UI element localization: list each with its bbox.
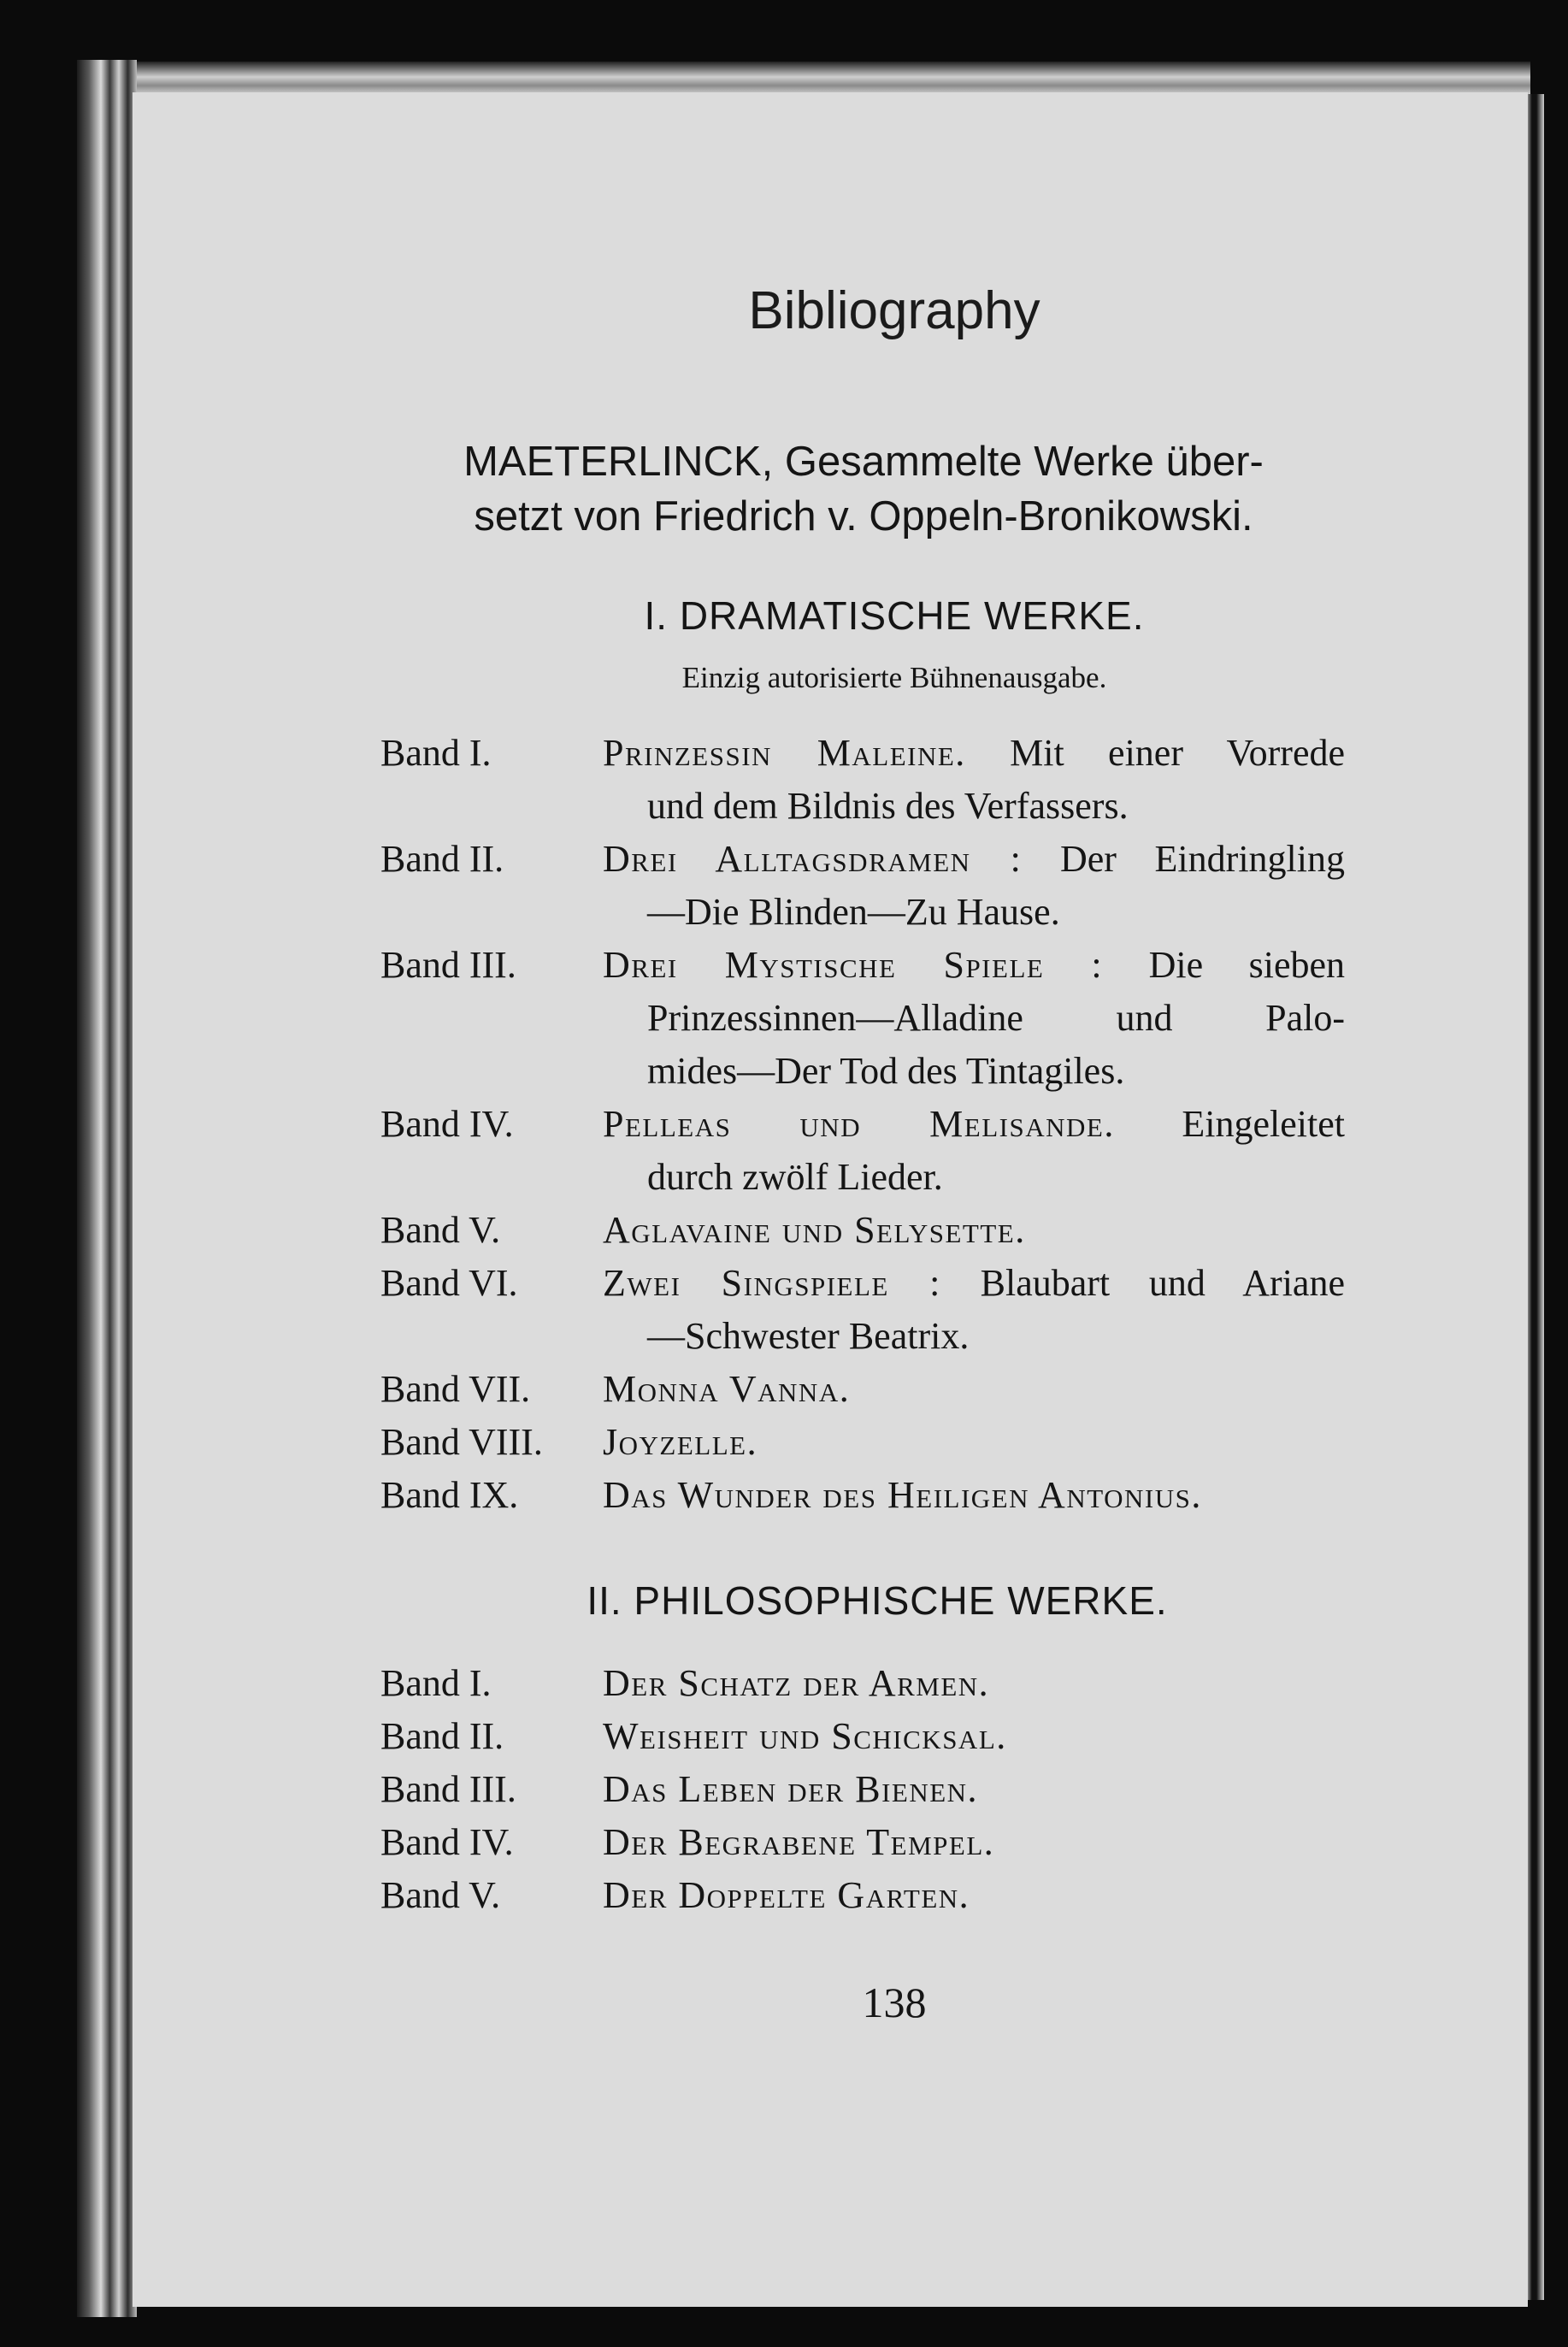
work-description: [603, 727, 1345, 833]
work-title: Der Begrabene Tempel.: [603, 1821, 995, 1863]
work-title: Joyzelle.: [603, 1421, 758, 1463]
work-description: [603, 1657, 1345, 1710]
work-description: [603, 1416, 1345, 1469]
book-right-edge: [1525, 94, 1544, 2300]
band-number: Band IV.: [380, 1103, 514, 1145]
work-title: Pelleas und Melisande.: [603, 1103, 1115, 1145]
work-description: [603, 939, 1345, 1098]
work-continuation-line: Prinzessinnen—Alladine und Palo-: [647, 997, 1345, 1039]
work-note: Der Eindringling: [1022, 838, 1345, 880]
band-number: Band III.: [380, 1768, 516, 1810]
work-title: Aglavaine und Selysette.: [603, 1209, 1026, 1251]
work-title: Das Leben der Bienen.: [603, 1768, 979, 1810]
band-number: Band II.: [380, 838, 504, 880]
intro-paragraph: [380, 434, 1347, 544]
band-number: Band III.: [380, 944, 516, 986]
work-note: Blaubart und Ariane: [940, 1262, 1345, 1304]
page-number: 138: [862, 1978, 927, 2026]
work-continuation-line: mides—Der Tod des Tintagiles.: [647, 1050, 1125, 1092]
work-description: [603, 1763, 1345, 1816]
work-title: Zwei Singspiele :: [603, 1262, 941, 1304]
band-number: Band VIII.: [380, 1421, 543, 1463]
band-number: Band IV.: [380, 1821, 514, 1863]
band-number: Band V.: [380, 1874, 501, 1916]
work-title: Der Schatz der Armen.: [603, 1662, 990, 1704]
band-number: Band VI.: [380, 1262, 518, 1304]
work-description: [603, 833, 1345, 939]
work-continuation-line: —Schwester Beatrix.: [647, 1315, 970, 1357]
section-heading-dramatic: I. DRAMATISCHE WERKE.: [644, 593, 1145, 638]
book-top-edge: [128, 62, 1530, 96]
band-number: Band VII.: [380, 1368, 531, 1410]
work-description: [603, 1469, 1345, 1522]
work-note: Die sieben: [1103, 944, 1346, 986]
work-title: Drei Alltagsdramen :: [603, 838, 1023, 880]
work-description: [603, 1816, 1345, 1869]
work-title: Drei Mystische Spiele :: [603, 944, 1104, 986]
band-number: Band I.: [380, 1662, 492, 1704]
work-description: [603, 1869, 1345, 1922]
page-title: Bibliography: [748, 281, 1040, 340]
work-note: Mit einer Vorrede: [965, 732, 1345, 774]
work-note: Eingeleitet: [1114, 1103, 1345, 1145]
intro-line: setzt von Friedrich v. Oppeln-Bronikowski.: [474, 493, 1253, 540]
intro-line: MAETERLINCK, Gesammelte Werke über-: [463, 439, 1264, 485]
work-continuation-line: und dem Bildnis des Verfassers.: [647, 785, 1129, 827]
band-number: Band II.: [380, 1715, 504, 1757]
section-subheading: Einzig autorisierte Bühnenausgabe.: [681, 661, 1107, 694]
work-continuation-line: durch zwölf Lieder.: [647, 1156, 943, 1198]
work-description: [603, 1204, 1345, 1257]
book-spine-edge: [77, 60, 137, 2317]
work-title: Weisheit und Schicksal.: [603, 1715, 1007, 1757]
band-number: Band V.: [380, 1209, 501, 1251]
band-number: Band IX.: [380, 1474, 519, 1516]
work-description: [603, 1257, 1345, 1363]
band-number: Band I.: [380, 732, 492, 774]
work-title: Monna Vanna.: [603, 1368, 851, 1410]
book-page: [133, 92, 1528, 2307]
work-continuation-line: —Die Blinden—Zu Hause.: [647, 891, 1060, 933]
work-title: Prinzessin Maleine.: [603, 732, 966, 774]
work-title: Das Wunder des Heiligen Antonius.: [603, 1474, 1202, 1516]
work-description: [603, 1363, 1345, 1416]
work-title: Der Doppelte Garten.: [603, 1874, 970, 1916]
section-heading-philosophical: II. PHILOSOPHISCHE WERKE.: [587, 1578, 1168, 1623]
work-description: [603, 1710, 1345, 1763]
work-description: [603, 1098, 1345, 1204]
